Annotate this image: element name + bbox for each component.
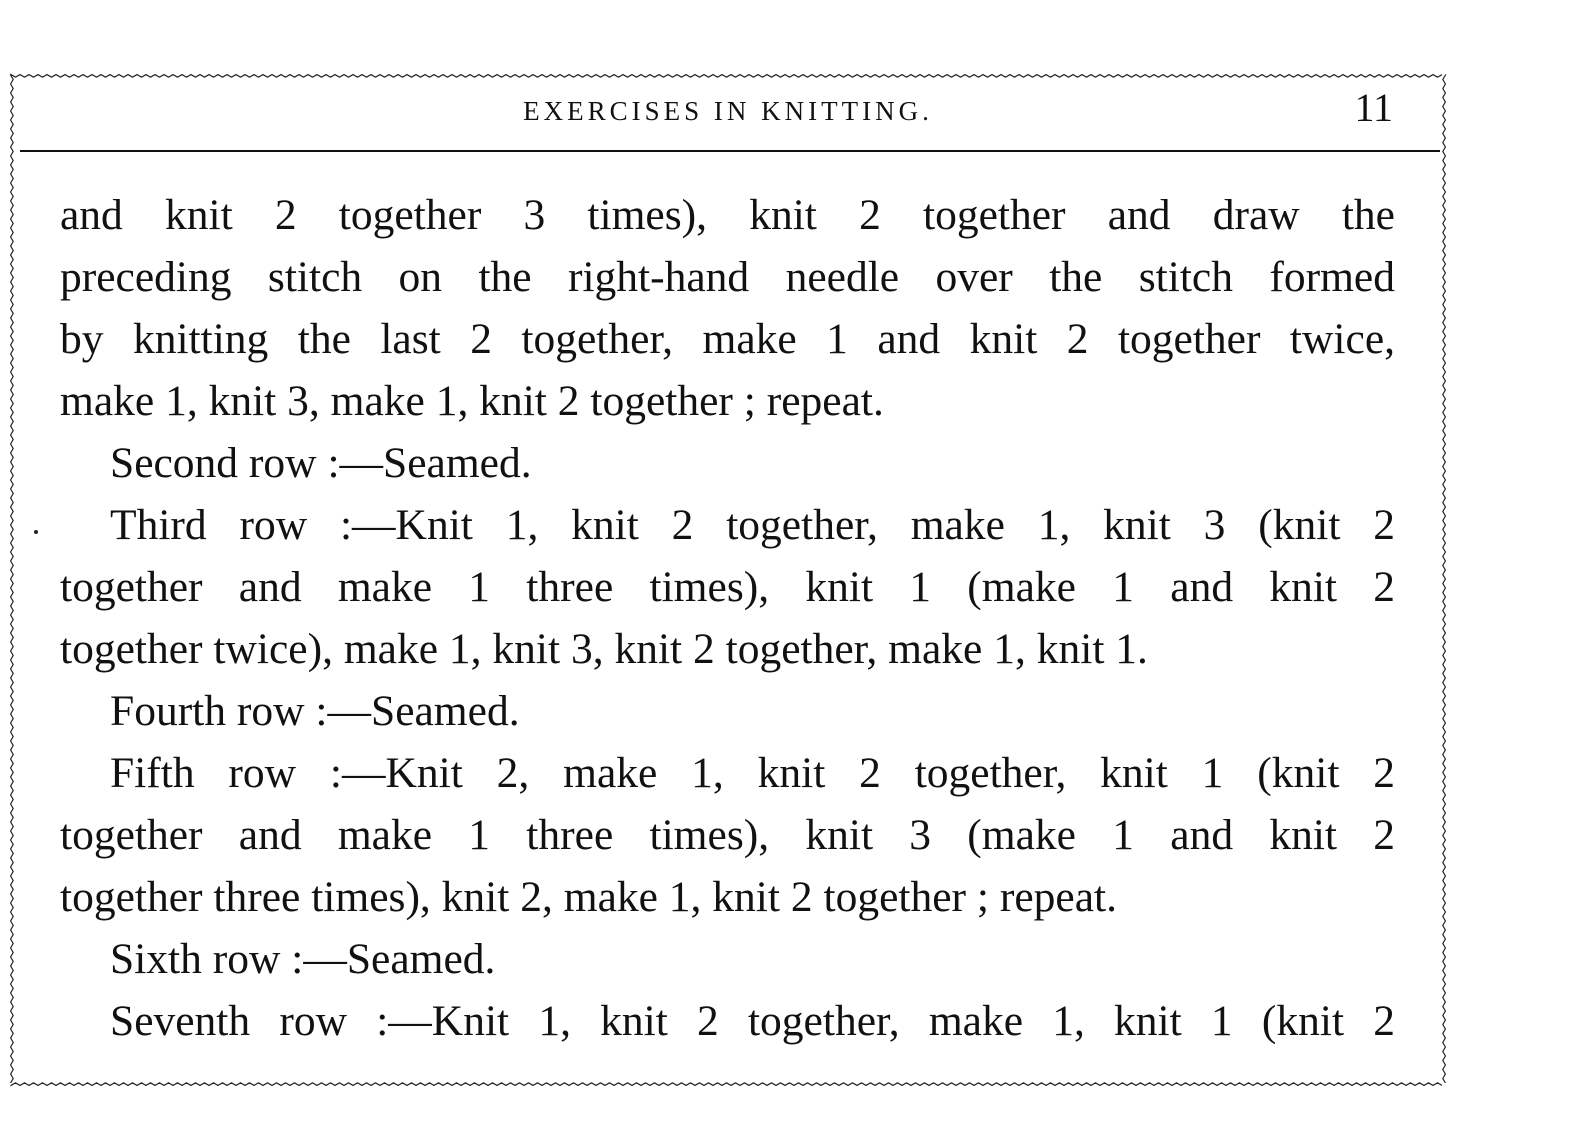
running-title: EXERCISES IN KNITTING.: [523, 96, 933, 126]
text-line: together and make 1 three times), knit 1 (make 1 and knit 2: [60, 563, 1395, 611]
text-line: and knit 2 together 3 times), knit 2 together and draw the: [60, 191, 1395, 239]
text-line: Sixth row :—Seamed.: [110, 935, 496, 983]
text-line: together and make 1 three times), knit 3 (make 1 and knit 2: [60, 811, 1395, 859]
text-line: by knitting the last 2 together, make 1 and knit 2 together twice,: [60, 315, 1395, 363]
body-text: [60, 184, 1395, 1052]
text-line: together three times), knit 2, make 1, knit 2 together ; repeat.: [60, 873, 1117, 921]
text-line: Third row :—Knit 1, knit 2 together, make 1, knit 3 (knit 2: [110, 501, 1395, 549]
text-line: make 1, knit 3, make 1, knit 2 together ; repeat.: [60, 377, 884, 425]
header-rule: [20, 150, 1440, 152]
text-line: together twice), make 1, knit 3, knit 2 together, make 1, knit 1.: [60, 625, 1148, 673]
page-frame: [8, 72, 1448, 1088]
text-line: Fifth row :—Knit 2, make 1, knit 2 together, knit 1 (knit 2: [110, 749, 1395, 797]
text-line: preceding stitch on the right-hand needle over the stitch formed: [60, 253, 1395, 301]
text-line: Fourth row :—Seamed.: [110, 687, 520, 735]
text-line: Second row :—Seamed.: [110, 439, 532, 487]
page-header: [8, 85, 1448, 142]
ink-speck: [34, 530, 38, 534]
page-number: 11: [1354, 85, 1393, 130]
text-line: Seventh row :—Knit 1, knit 2 together, make 1, knit 1 (knit 2: [110, 997, 1395, 1045]
